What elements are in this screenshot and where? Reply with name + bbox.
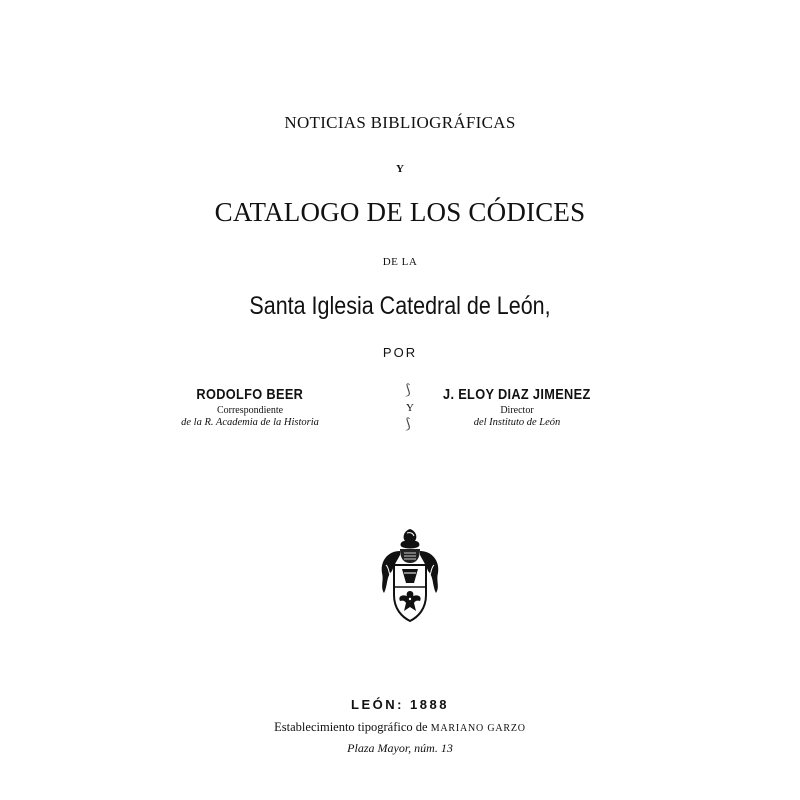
imprint-address: Plaza Mayor, núm. 13: [347, 741, 453, 755]
imprint-place-year: LEÓN: 1888: [351, 697, 449, 712]
author-2-role: Director: [500, 405, 534, 416]
title-line-1: NOTICIAS BIBLIOGRÁFICAS: [284, 113, 516, 132]
coat-of-arms-icon: [374, 525, 446, 625]
title-line-2: CATALOGO DE LOS CÓDICES: [214, 197, 586, 227]
imprint-printer-prefix: Establecimiento tipográfico de: [274, 720, 428, 734]
brace-left-top: ⟆: [405, 383, 411, 398]
author-2-institution: del Instituto de León: [473, 417, 561, 428]
title-line-3: DE LA: [382, 256, 418, 268]
author-1-block: [130, 386, 370, 428]
author-1-institution: de la R. Academia de la Historia: [181, 417, 319, 428]
author-1-name: RODOLFO BEER: [196, 386, 304, 403]
brace-left-bottom: ⟆: [405, 417, 411, 432]
author-2-name: J. ELOY DIAZ JIMENEZ: [443, 386, 591, 403]
title-line-4: Santa Iglesia Catedral de León,: [249, 292, 551, 320]
author-1-role: Correspondiente: [216, 405, 284, 416]
imprint-printer-name: MARIANO GARZO: [430, 723, 526, 734]
by-line: POR: [382, 345, 418, 360]
title-conjunction: Y: [396, 163, 404, 175]
author-2-block: [422, 386, 612, 428]
authors-conjunction: Y: [406, 402, 414, 414]
imprint-printer: [0, 720, 800, 735]
